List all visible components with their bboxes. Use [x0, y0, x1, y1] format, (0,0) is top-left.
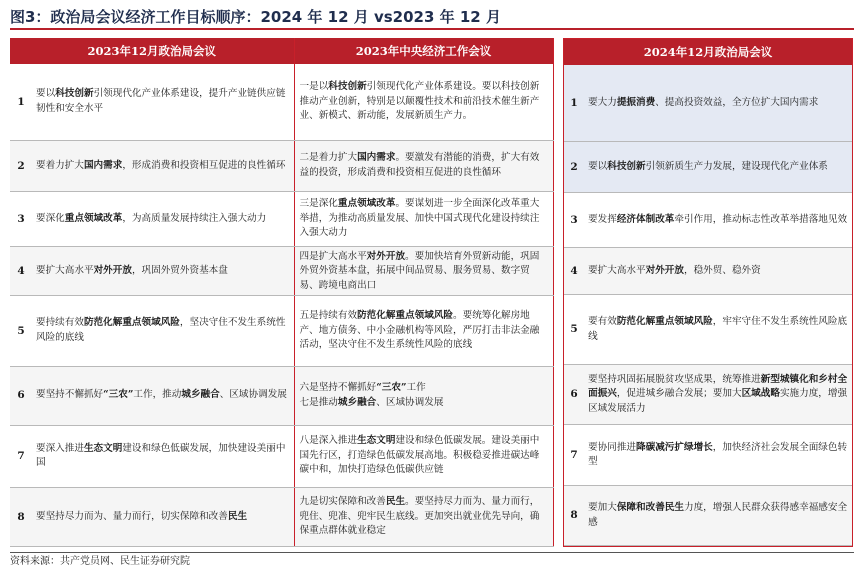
row-number: 6 — [10, 366, 32, 425]
cell-2023-politburo: 要以科技创新引领现代化产业体系建设，提升产业链供应链韧性和安全水平 — [32, 64, 294, 140]
table-row — [564, 248, 852, 295]
comparison-table-2024 — [563, 38, 853, 547]
table-row — [564, 142, 852, 193]
row-number: 8 — [10, 487, 32, 547]
table-row — [10, 425, 553, 487]
cell-2024-politburo: 要以科技创新引领新质生产力发展，建设现代化产业体系 — [584, 142, 852, 193]
row-number: 7 — [10, 425, 32, 487]
row-number: 2 — [564, 142, 584, 193]
cell-2023-cewc: 九是切实保障和改善民生。要坚持尽力而为、量力而行，兜住、兜准、兜牢民生底线。更加突出就业优先导向，确保重点群体就业稳定 — [294, 487, 553, 547]
cell-2023-cewc: 六是坚持不懈抓好“三农”工作 七是推动城乡融合、区域协调发展 — [294, 366, 553, 425]
header-2024-politburo: 2024年12月政治局会议 — [564, 39, 852, 65]
cell-2024-politburo: 要扩大高水平对外开放，稳外贸、稳外资 — [584, 248, 852, 295]
row-number: 6 — [564, 365, 584, 425]
table-row — [10, 366, 553, 425]
table-row — [564, 424, 852, 486]
cell-2024-politburo: 要发挥经济体制改革牵引作用，推动标志性改革举措落地见效 — [584, 193, 852, 248]
cell-2023-politburo: 要坚持不懈抓好“三农”工作，推动城乡融合、区域协调发展 — [32, 366, 294, 425]
figure-title: 图3：政治局会议经济工作目标顺序：2024 年 12 月 vs2023 年 12 月 — [10, 4, 854, 30]
table-row — [10, 64, 553, 140]
cell-2023-cewc: 二是着力扩大国内需求。要激发有潜能的消费，扩大有效益的投资，形成消费和投资相互促进的良性循环 — [294, 140, 553, 191]
cell-2023-politburo: 要着力扩大国内需求，形成消费和投资相互促进的良性循环 — [32, 140, 294, 191]
table-row — [10, 296, 553, 366]
cell-2024-politburo: 要有效防范化解重点领域风险，牢牢守住不发生系统性风险底线 — [584, 295, 852, 365]
table-row — [564, 295, 852, 365]
table-row — [564, 65, 852, 142]
row-number: 1 — [10, 64, 32, 140]
row-number: 8 — [564, 486, 584, 546]
cell-2024-politburo: 要坚持巩固拓展脱贫攻坚成果，统筹推进新型城镇化和乡村全面振兴，促进城乡融合发展；要加大区域战略实施力度，增强区域发展活力 — [584, 365, 852, 425]
source-note: 资料来源：共产党员网、民生证券研究院 — [10, 552, 854, 570]
cell-2024-politburo: 要大力提振消费、提高投资效益，全方位扩大国内需求 — [584, 65, 852, 142]
cell-2023-politburo: 要扩大高水平对外开放，巩固外贸外资基本盘 — [32, 247, 294, 296]
table-row — [10, 191, 553, 246]
row-number: 4 — [564, 248, 584, 295]
cell-2023-cewc: 五是持续有效防范化解重点领域风险。要统筹化解房地产、地方债务、中小金融机构等风险，严厉打击非法金融活动，坚决守住不发生系统性风险的底线 — [294, 296, 553, 366]
cell-2023-politburo: 要坚持尽力而为、量力而行，切实保障和改善民生 — [32, 487, 294, 547]
row-number: 5 — [10, 296, 32, 366]
row-number: 2 — [10, 140, 32, 191]
header-2023-cewc: 2023年中央经济工作会议 — [294, 38, 553, 64]
cell-2023-politburo: 要持续有效防范化解重点领域风险，坚决守住不发生系统性风险的底线 — [32, 296, 294, 366]
comparison-table-2023 — [10, 38, 553, 547]
table-row — [564, 486, 852, 546]
table-row — [10, 247, 553, 296]
cell-2023-cewc: 八是深入推进生态文明建设和绿色低碳发展。建设美丽中国先行区，打造绿色低碳发展高地。积极稳妥推进碳达峰碳中和，加快打造绿色低碳供应链 — [294, 425, 553, 487]
row-number: 3 — [564, 193, 584, 248]
header-2023-politburo: 2023年12月政治局会议 — [10, 38, 294, 64]
cell-2024-politburo: 要加大保障和改善民生力度，增强人民群众获得感幸福感安全感 — [584, 486, 852, 546]
table-row — [10, 487, 553, 547]
cell-2023-politburo: 要深化重点领域改革，为高质量发展持续注入强大动力 — [32, 191, 294, 246]
cell-2023-politburo: 要深入推进生态文明建设和绿色低碳发展，加快建设美丽中国 — [32, 425, 294, 487]
table-row — [564, 365, 852, 425]
row-number: 5 — [564, 295, 584, 365]
row-number: 1 — [564, 65, 584, 142]
cell-2024-politburo: 要协同推进降碳减污扩绿增长，加快经济社会发展全面绿色转型 — [584, 424, 852, 486]
cell-2023-cewc: 一是以科技创新引领现代化产业体系建设。要以科技创新推动产业创新，特别是以颠覆性技术和前沿技术催生新产业、新模式、新动能，发展新质生产力。 — [294, 64, 553, 140]
cell-2023-cewc: 三是深化重点领域改革。要谋划进一步全面深化改革重大举措，为推动高质量发展、加快中国式现代化建设持续注入强大动力 — [294, 191, 553, 246]
cell-2023-cewc: 四是扩大高水平对外开放。要加快培育外贸新动能，巩固外贸外资基本盘，拓展中间品贸易、服务贸易、数字贸易、跨境电商出口 — [294, 247, 553, 296]
table-row — [10, 140, 553, 191]
row-number: 4 — [10, 247, 32, 296]
row-number: 7 — [564, 424, 584, 486]
table-row — [564, 193, 852, 248]
row-number: 3 — [10, 191, 32, 246]
